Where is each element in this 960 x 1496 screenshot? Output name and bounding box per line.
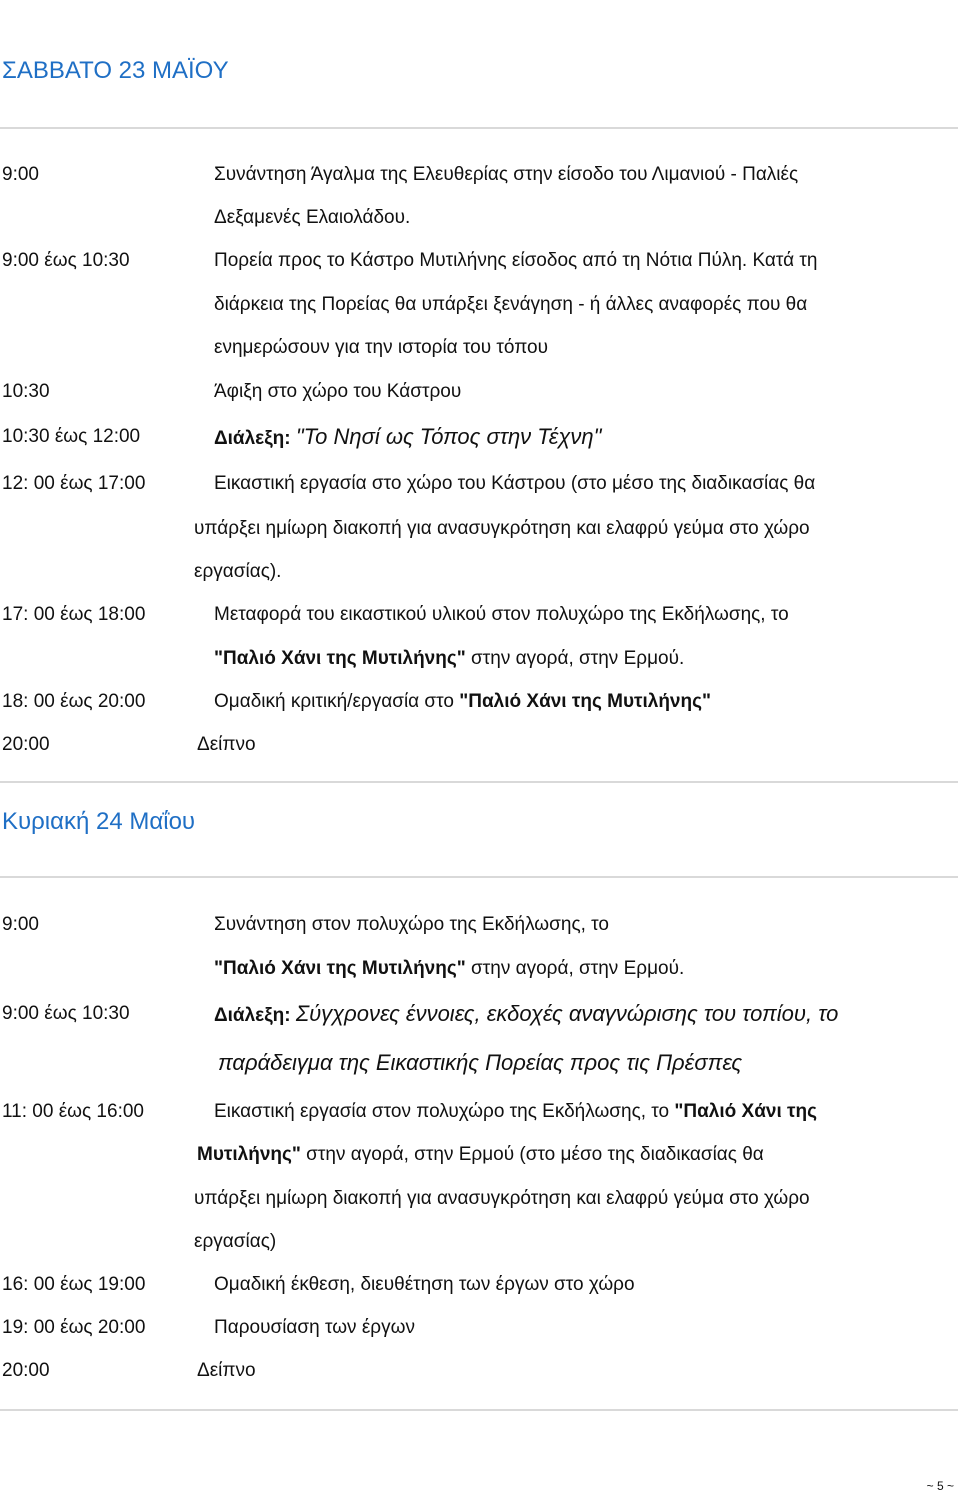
section-divider — [0, 876, 958, 878]
section-divider — [0, 1409, 958, 1411]
schedule-time: 19: 00 έως 20:00 — [2, 1317, 146, 1338]
text-run: Δεξαμενές Ελαιολάδου. — [214, 207, 411, 228]
schedule-description-line — [197, 1143, 764, 1167]
schedule-time: 20:00 — [2, 1360, 50, 1381]
bold-text: "Παλιό Χάνι της — [674, 1101, 817, 1122]
schedule-time: 17: 00 έως 18:00 — [2, 604, 146, 625]
schedule-description-line — [194, 517, 810, 541]
schedule-time: 12: 00 έως 17:00 — [2, 473, 146, 494]
schedule-description-line — [214, 1100, 817, 1124]
schedule-description-line — [197, 733, 256, 757]
schedule-time: 10:30 έως 12:00 — [2, 426, 141, 447]
italic-title: Σύγχρονες έννοιες, εκδοχές αναγνώρισης του τοπίου, το — [295, 1001, 839, 1026]
text-run: Εικαστική εργασία στο χώρο του Κάστρου (στο μέσο της διαδικασίας θα — [214, 473, 816, 494]
schedule-description-line — [214, 647, 684, 671]
text-run: υπάρξει ημίωρη διακοπή για ανασυγκρότηση και ελαφρύ γεύμα στο χώρο — [194, 518, 810, 539]
text-run: διάρκεια της Πορείας θα υπάρξει ξενάγηση - ή άλλες αναφορές που θα — [214, 294, 808, 315]
bold-text: Διάλεξη: — [214, 428, 296, 449]
bold-text: "Παλιό Χάνι της Μυτιλήνης" — [214, 648, 466, 669]
schedule-description-line — [214, 690, 711, 714]
text-run: εργασίας). — [194, 561, 282, 582]
section-heading-saturday: ΣΑΒΒΑΤΟ 23 ΜΑΪΟΥ — [2, 57, 229, 84]
schedule-description-line — [214, 913, 609, 937]
text-run: στην αγορά, στην Ερμού. — [465, 958, 685, 979]
schedule-description-line — [197, 1359, 256, 1383]
text-run: Πορεία προς το Κάστρο Μυτιλήνης είσοδος από τη Νότια Πύλη. Κατά τη — [214, 250, 818, 271]
section-divider — [0, 127, 958, 129]
text-run: Εικαστική εργασία στον πολυχώρο της Εκδήλωσης, το — [214, 1101, 675, 1122]
bold-text: Μυτιλήνης" — [197, 1144, 301, 1165]
schedule-description-line — [218, 1051, 742, 1077]
schedule-description-line — [194, 1187, 810, 1211]
text-run: Ομαδική έκθεση, διευθέτηση των έργων στο χώρο — [214, 1274, 635, 1295]
text-run: στην αγορά, στην Ερμού. — [465, 648, 685, 669]
text-run: υπάρξει ημίωρη διακοπή για ανασυγκρότηση και ελαφρύ γεύμα στο χώρο — [194, 1188, 810, 1209]
schedule-description-line — [214, 249, 817, 273]
schedule-description-line — [214, 293, 807, 317]
schedule-time: 16: 00 έως 19:00 — [2, 1274, 146, 1295]
schedule-description-line — [214, 380, 461, 404]
text-run: Δείπνο — [197, 1360, 256, 1381]
schedule-description-line — [194, 1230, 276, 1254]
schedule-description-line — [214, 1316, 415, 1340]
schedule-description-line — [214, 603, 789, 627]
schedule-description-line — [194, 560, 281, 584]
schedule-time: 9:00 — [2, 914, 39, 935]
schedule-time: 11: 00 έως 16:00 — [2, 1101, 144, 1122]
schedule-description-line — [214, 957, 684, 981]
schedule-description-line — [214, 472, 815, 496]
schedule-time: 20:00 — [2, 734, 50, 755]
text-run: Άφιξη στο χώρο του Κάστρου — [214, 381, 462, 402]
text-run: Μεταφορά του εικαστικού υλικού στον πολυχώρο της Εκδήλωσης, το — [214, 604, 789, 625]
section-divider — [0, 781, 958, 783]
section-heading-sunday: Κυριακή 24 Μαΐου — [2, 808, 196, 835]
bold-text: Διάλεξη: — [214, 1005, 296, 1026]
schedule-description-line — [214, 336, 548, 360]
schedule-description-line — [214, 1002, 838, 1028]
schedule-time: 9:00 έως 10:30 — [2, 1003, 130, 1024]
text-run: Συνάντηση Άγαλμα της Ελευθερίας στην είσοδο του Λιμανιού - Παλιές — [214, 164, 799, 185]
schedule-description-line — [214, 425, 601, 451]
schedule-description-line — [214, 1273, 635, 1297]
text-run: Ομαδική κριτική/εργασία στο — [214, 691, 460, 712]
schedule-description-line — [214, 163, 798, 187]
bold-text: "Παλιό Χάνι της Μυτιλήνης" — [214, 958, 466, 979]
schedule-time: 18: 00 έως 20:00 — [2, 691, 146, 712]
text-run: ενημερώσουν για την ιστορία του τόπου — [214, 337, 549, 358]
page-number: ~ 5 ~ — [926, 1479, 954, 1493]
italic-title: παράδειγμα της Εικαστικής Πορείας προς τις Πρέσπες — [218, 1050, 743, 1075]
text-run: Παρουσίαση των έργων — [214, 1317, 415, 1338]
text-run: Συνάντηση στον πολυχώρο της Εκδήλωσης, το — [214, 914, 609, 935]
schedule-time: 9:00 — [2, 164, 39, 185]
bold-text: "Παλιό Χάνι της Μυτιλήνης" — [459, 691, 711, 712]
italic-title: "Το Νησί ως Τόπος στην Τέχνη" — [295, 424, 602, 449]
text-run: Δείπνο — [197, 734, 256, 755]
text-run: στην αγορά, στην Ερμού (στο μέσο της διαδικασίας θα — [300, 1144, 764, 1165]
schedule-time: 10:30 — [2, 381, 50, 402]
schedule-description-line — [214, 206, 410, 230]
text-run: εργασίας) — [194, 1231, 277, 1252]
schedule-time: 9:00 έως 10:30 — [2, 250, 130, 271]
